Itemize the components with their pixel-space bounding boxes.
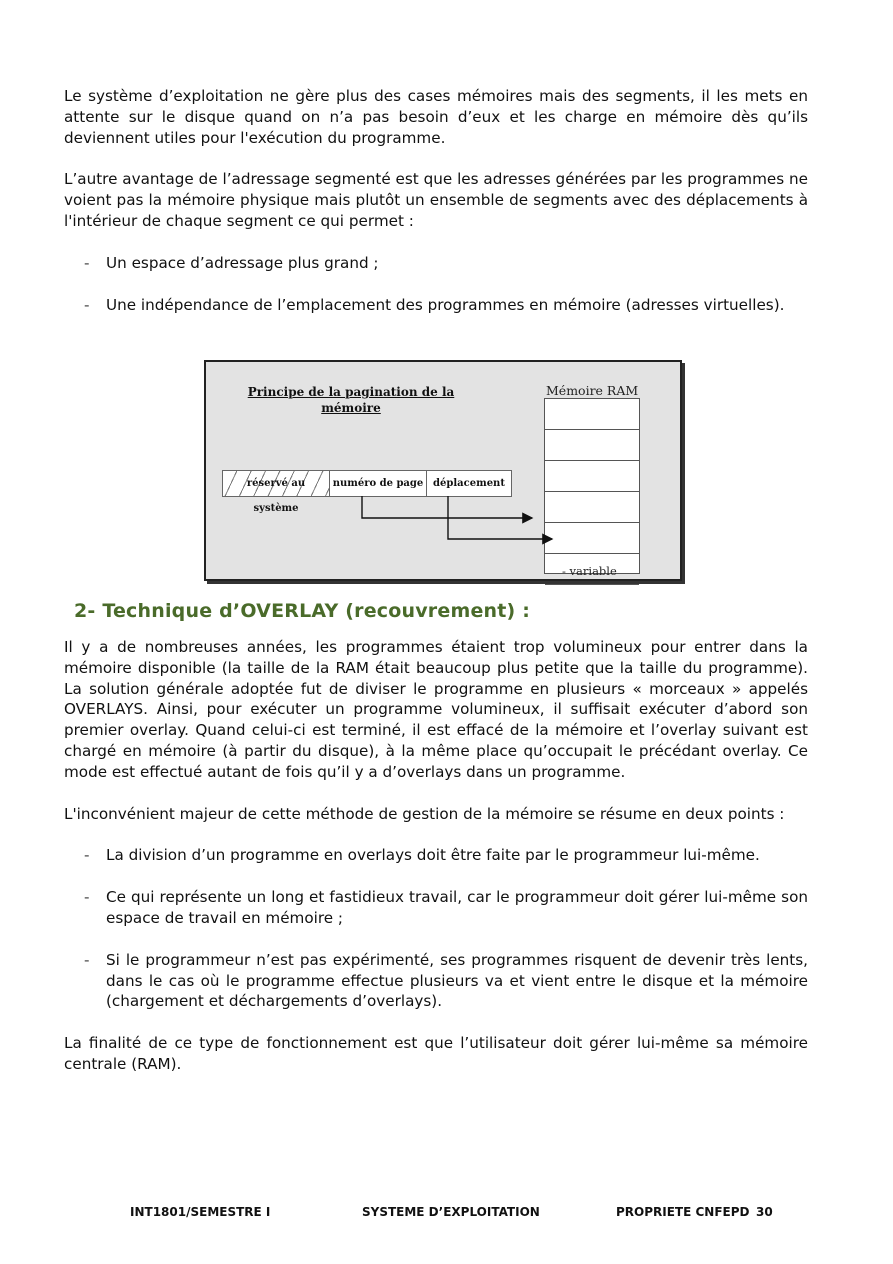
overlay-text [64, 637, 808, 1075]
list-item [64, 887, 808, 929]
bullet-text: La division d’un programme en overlays doit être faite par le programmeur lui-même. [106, 846, 760, 865]
bullet-dash: - [84, 846, 90, 865]
diagram-arrows [206, 362, 680, 579]
diagram-title: Principe de la pagination de la mémoire [247, 385, 455, 415]
list-item [64, 253, 808, 274]
footer-owner: PROPRIETE CNFEPD [616, 1205, 750, 1219]
list-item [64, 845, 808, 866]
footer-course: INT1801/SEMESTRE I [130, 1205, 271, 1219]
field-page-number: numéro de page [330, 471, 427, 496]
ram-label: Mémoire RAM [546, 383, 639, 398]
list-item [64, 295, 808, 316]
bullet-dash: - [84, 950, 90, 969]
list-item [64, 950, 808, 1012]
bullet-text: Un espace d’adressage plus grand ; [106, 253, 379, 272]
overlay-paragraph-2: L'inconvénient majeur de cette méthode de gestion de la mémoire se résume en deux points : [64, 804, 785, 823]
bullet-text: Une indépendance de l’emplacement des programmes en mémoire (adresses virtuelles). [106, 295, 785, 314]
pagination-diagram [204, 360, 682, 581]
bullet-text: Ce qui représente un long et fastidieux travail, car le programmeur doit gérer lui-même son espace de travail en mémoire ; [106, 888, 808, 927]
bullet-dash: - [84, 253, 90, 272]
bullet-dash: - [84, 888, 90, 907]
section-heading: 2- Technique d’OVERLAY (recouvrement) : [74, 600, 531, 622]
intro-paragraph-1: Le système d’exploitation ne gère plus des cases mémoires mais des segments, il les mets en attente sur le disque quand on n’a pas besoin d’eux et les charge en mémoire dès qu’ils deviennent utiles pour l'exécution du programme. [64, 87, 808, 147]
bullet-dash: - [84, 295, 90, 314]
bullet-text: Si le programmeur n’est pas expérimenté, ses programmes risquent de devenir très lents, dans le cas où le programme effectue plusieurs va et vient entre le disque et la mémoire (chargement et déchargements d’overlays). [106, 950, 808, 1011]
page-number: 30 [756, 1205, 773, 1219]
intro-text [64, 86, 808, 315]
footer-subject: SYSTEME D’EXPLOITATION [362, 1205, 540, 1219]
variable-label: - variable [562, 564, 617, 578]
field-reserved-system: réservé au système [223, 471, 330, 496]
overlay-paragraph-1: Il y a de nombreuses années, les programmes étaient trop volumineux pour entrer dans la mémoire disponible (la taille de la RAM était beaucoup plus petite que la taille du programme). La solution générale adoptée fut de diviser le programme en plusieurs « morceaux » appelés OVERLAYS. Ainsi, pour exécuter un programme volumineux, il suffisait exécuter d’abord son premier overlay. Quand celui-ci est terminé, il est effacé de la mémoire et l’overlay suivant est chargé en mémoire (à partir du disque), à la même place qu’occupait le précédant overlay. Ce mode est effectué autant de fois qu’il y a d’overlays dans un programme. [64, 638, 808, 781]
field-offset: déplacement [433, 478, 505, 489]
overlay-paragraph-3: La finalité de ce type de fonctionnement est que l’utilisateur doit gérer lui-même sa mémoire centrale (RAM). [64, 1034, 808, 1073]
intro-paragraph-2: L’autre avantage de l’adressage segmenté est que les adresses générées par les programmes ne voient pas la mémoire physique mais plutôt un ensemble de segments avec des déplacements à l'intérieur de chaque segment ce qui permet : [64, 170, 808, 230]
page-number-arrow [362, 496, 532, 518]
